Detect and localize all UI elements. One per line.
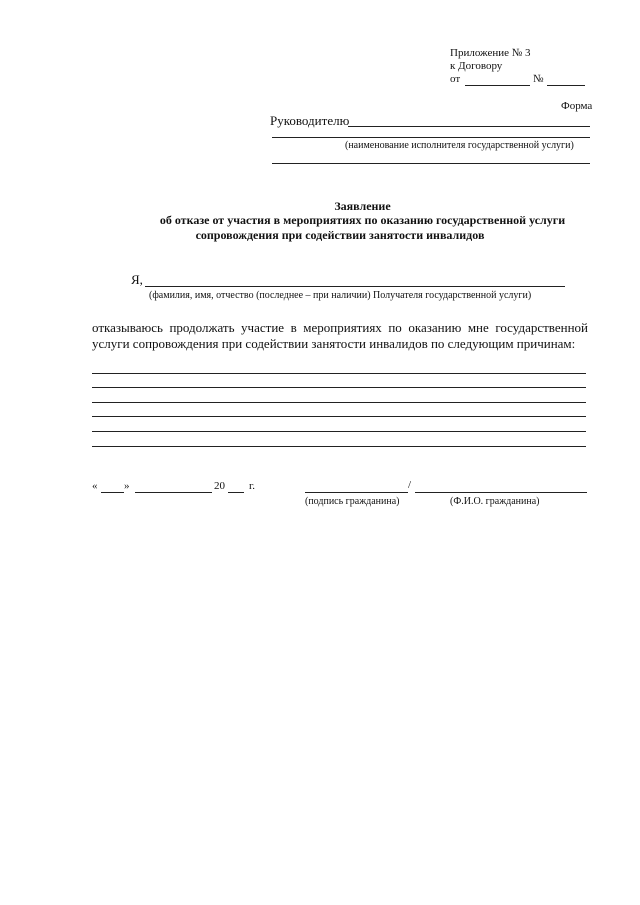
name-line bbox=[415, 492, 587, 493]
applicant-label: Я, bbox=[131, 272, 143, 287]
addressee-caption: (наименование исполнителя государственной услуги) bbox=[345, 140, 574, 151]
name-caption: (Ф.И.О. гражданина) bbox=[450, 496, 540, 507]
signature-caption: (подпись гражданина) bbox=[305, 496, 400, 507]
signature-slash: / bbox=[408, 479, 412, 491]
annex-number-line bbox=[547, 85, 585, 86]
reason-line bbox=[92, 416, 586, 417]
form-label: Форма bbox=[561, 100, 593, 112]
title-line-1: Заявление bbox=[334, 199, 391, 213]
date-year-line bbox=[228, 492, 244, 493]
reason-line bbox=[92, 387, 586, 388]
reason-line bbox=[92, 402, 586, 403]
date-year-suffix: г. bbox=[249, 480, 256, 492]
title-line-2: об отказе от участия в мероприятиях по оказанию государственной услуги bbox=[159, 213, 566, 227]
date-day-line bbox=[101, 492, 124, 493]
reason-line bbox=[92, 431, 586, 432]
date-month-line bbox=[135, 492, 212, 493]
annex-line-1: Приложение № 3 bbox=[450, 47, 531, 59]
date-quote-open: « bbox=[92, 480, 98, 492]
body-line-1: отказываюсь продолжать участие в мероприятиях по оказанию мне государственной bbox=[92, 320, 588, 335]
addressee-line-2 bbox=[272, 137, 590, 138]
reason-line bbox=[92, 446, 586, 447]
addressee-line bbox=[348, 126, 590, 127]
date-year-prefix: 20 bbox=[214, 480, 225, 492]
addressee-line-3 bbox=[272, 163, 590, 164]
reason-line bbox=[92, 373, 586, 374]
addressee-label: Руководителю bbox=[270, 113, 350, 128]
body-line-2: услуги сопровождения при содействии занятости инвалидов по следующим причинам: bbox=[92, 336, 576, 351]
title-line-3: сопровождения при содействии занятости инвалидов bbox=[195, 228, 485, 242]
annex-number-sign: № bbox=[533, 73, 544, 85]
annex-date-line bbox=[465, 85, 530, 86]
annex-from-label: от bbox=[450, 73, 461, 85]
applicant-caption: (фамилия, имя, отчество (последнее – при наличии) Получателя государственной услуги) bbox=[149, 290, 532, 301]
applicant-line bbox=[145, 286, 565, 287]
annex-line-2: к Договору bbox=[450, 60, 503, 72]
date-quote-close: » bbox=[124, 480, 130, 492]
signature-line bbox=[305, 492, 408, 493]
